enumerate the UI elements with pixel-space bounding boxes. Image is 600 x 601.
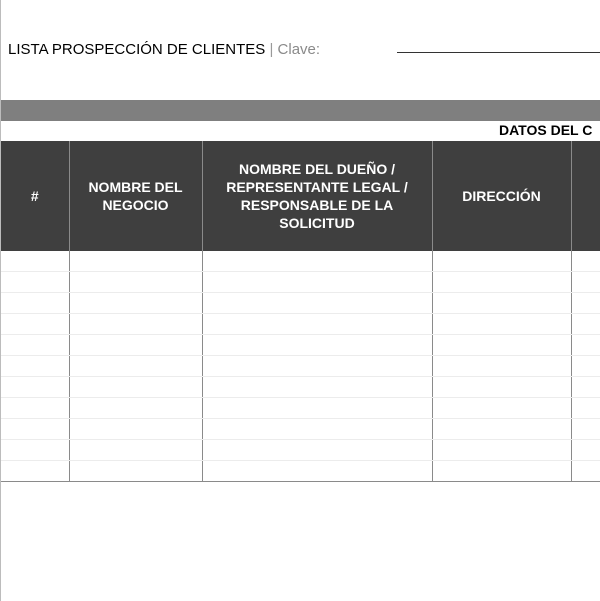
table-cell[interactable] [1, 419, 69, 440]
table-cell[interactable] [432, 461, 571, 482]
column-header-next [571, 141, 600, 251]
table-row [1, 314, 600, 335]
table-cell[interactable] [571, 356, 600, 377]
table-cell[interactable] [432, 440, 571, 461]
header-separator: | [269, 41, 274, 58]
table-cell[interactable] [432, 314, 571, 335]
document-header [8, 41, 320, 58]
table-cell[interactable] [69, 251, 202, 272]
table-cell[interactable] [69, 398, 202, 419]
table-row [1, 419, 600, 440]
table-cell[interactable] [69, 440, 202, 461]
table-cell[interactable] [1, 293, 69, 314]
table-row [1, 377, 600, 398]
prospect-table [1, 141, 600, 482]
table-row [1, 272, 600, 293]
table-cell[interactable] [202, 419, 432, 440]
table-cell[interactable] [69, 293, 202, 314]
table-cell[interactable] [432, 272, 571, 293]
table-row [1, 335, 600, 356]
section-band [1, 100, 600, 121]
table-row [1, 440, 600, 461]
table-cell[interactable] [202, 461, 432, 482]
table-cell[interactable] [432, 293, 571, 314]
table-cell[interactable] [1, 377, 69, 398]
table-cell[interactable] [432, 251, 571, 272]
table-body [1, 251, 600, 482]
table-row [1, 461, 600, 482]
table-cell[interactable] [202, 272, 432, 293]
table-cell[interactable] [571, 272, 600, 293]
table-cell[interactable] [69, 356, 202, 377]
table-cell[interactable] [571, 398, 600, 419]
table-cell[interactable] [1, 461, 69, 482]
column-header-owner-name: NOMBRE DEL DUEÑO / REPRESENTANTE LEGAL / RESPONSABLE DE LA SOLICITUD [202, 141, 432, 251]
document-title: LISTA PROSPECCIÓN DE CLIENTES [8, 41, 266, 58]
table-cell[interactable] [432, 377, 571, 398]
table-cell[interactable] [571, 377, 600, 398]
table-cell[interactable] [432, 419, 571, 440]
table-cell[interactable] [432, 398, 571, 419]
section-title: DATOS DEL C [499, 122, 593, 138]
column-header-address: DIRECCIÓN [432, 141, 571, 251]
table-cell[interactable] [69, 377, 202, 398]
table-header-row [1, 141, 600, 251]
table-cell[interactable] [69, 272, 202, 293]
table-cell[interactable] [571, 314, 600, 335]
table-row [1, 356, 600, 377]
table-row [1, 293, 600, 314]
table-cell[interactable] [571, 293, 600, 314]
table-cell[interactable] [1, 398, 69, 419]
table-cell[interactable] [69, 335, 202, 356]
table-cell[interactable] [69, 419, 202, 440]
table-cell[interactable] [571, 251, 600, 272]
table-cell[interactable] [69, 461, 202, 482]
clave-input-line[interactable] [397, 52, 600, 53]
table-cell[interactable] [432, 356, 571, 377]
table-cell[interactable] [432, 335, 571, 356]
table-cell[interactable] [202, 356, 432, 377]
table-cell[interactable] [1, 335, 69, 356]
table-cell[interactable] [571, 461, 600, 482]
table-row [1, 251, 600, 272]
table-cell[interactable] [571, 335, 600, 356]
table-cell[interactable] [202, 251, 432, 272]
table-cell[interactable] [1, 440, 69, 461]
column-header-number: # [1, 141, 69, 251]
table-cell[interactable] [202, 293, 432, 314]
table-cell[interactable] [571, 440, 600, 461]
table-row [1, 398, 600, 419]
table-cell[interactable] [1, 251, 69, 272]
table-cell[interactable] [202, 377, 432, 398]
table-cell[interactable] [202, 335, 432, 356]
table-cell[interactable] [1, 272, 69, 293]
table-cell[interactable] [202, 398, 432, 419]
column-header-business-name: NOMBRE DEL NEGOCIO [69, 141, 202, 251]
table-cell[interactable] [202, 440, 432, 461]
table-cell[interactable] [571, 419, 600, 440]
clave-label: Clave: [277, 41, 321, 58]
table-cell[interactable] [1, 356, 69, 377]
table-cell[interactable] [69, 314, 202, 335]
table-cell[interactable] [1, 314, 69, 335]
table-cell[interactable] [202, 314, 432, 335]
